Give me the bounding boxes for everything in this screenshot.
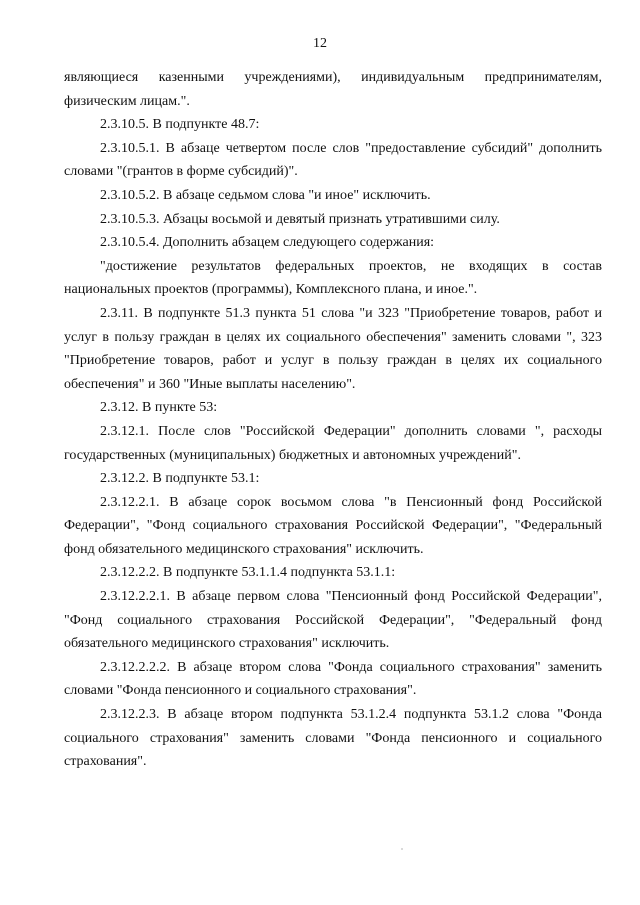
paragraph-2-3-12-2-2-1: 2.3.12.2.2.1. В абзаце первом слова "Пенсионный фонд Российской Федерации", "Фонд социального страхования Российской Федерации", "Федеральный фонд обязательного медицинского страхования" исключить. xyxy=(64,589,602,652)
paragraph-2-3-12-2-2: 2.3.12.2.2. В подпункте 53.1.1.4 подпункта 53.1.1: xyxy=(100,565,396,581)
paragraph-continuation: являющиеся казенными учреждениями), индивидуальным предпринимателям, физическим лицам.". xyxy=(64,70,602,109)
paragraph-2-3-10-5-2: 2.3.10.5.2. В абзаце седьмом слова "и иное" исключить. xyxy=(100,187,431,203)
paragraph-2-3-10-5-4: 2.3.10.5.4. Дополнить абзацем следующего содержания: xyxy=(100,235,435,251)
paragraph-2-3-10-5-3: 2.3.10.5.3. Абзацы восьмой и девятый признать утратившими силу. xyxy=(100,211,500,227)
document-body xyxy=(64,66,602,774)
paragraph-2-3-10-5-1: 2.3.10.5.1. В абзаце четвертом после слов "предоставление субсидий" дополнить словами "(грантов в форме субсидий)". xyxy=(64,140,602,180)
paragraph-2-3-12-2-1: 2.3.12.2.1. В абзаце сорок восьмом слова "в Пенсионный фонд Российской Федерации", "Фонд социального страхования Российской Федерации", "Федеральный фонд обязательного медицинского страхования" исключить. xyxy=(64,494,602,557)
paragraph-quoted-addition: "достижение результатов федеральных проектов, не входящих в состав национальных проектов (программы), Комплексного плана, и иное.". xyxy=(64,258,602,298)
page-number: 12 xyxy=(313,36,327,51)
paragraph-2-3-12-1: 2.3.12.1. После слов "Российской Федерации" дополнить словами ", расходы государственных (муниципальных) бюджетных и автономных учреждений". xyxy=(64,423,602,463)
scan-speck xyxy=(401,848,403,850)
paragraph-2-3-12-2-3: 2.3.12.2.3. В абзаце втором подпункта 53.1.2.4 подпункта 53.1.2 слова "Фонда социального страхования" заменить словами "Фонда пенсионного и социального страхования". xyxy=(64,707,602,770)
paragraph-2-3-12: 2.3.12. В пункте 53: xyxy=(100,400,218,416)
paragraph-2-3-12-2-2-2: 2.3.12.2.2.2. В абзаце втором слова "Фонда социального страхования" заменить словами "Фонда пенсионного и социального страхования". xyxy=(64,659,602,699)
paragraph-2-3-10-5: 2.3.10.5. В подпункте 48.7: xyxy=(100,117,260,133)
paragraph-2-3-11: 2.3.11. В подпункте 51.3 пункта 51 слова "и 323 "Приобретение товаров, работ и услуг в пользу граждан в целях их социального обеспечения" заменить словами ", 323 "Приобретение товаров, работ и услуг в пользу граждан в целях их социального обеспечения" и 360 "Иные выплаты населению". xyxy=(64,305,602,392)
paragraph-2-3-12-2: 2.3.12.2. В подпункте 53.1: xyxy=(100,471,260,487)
